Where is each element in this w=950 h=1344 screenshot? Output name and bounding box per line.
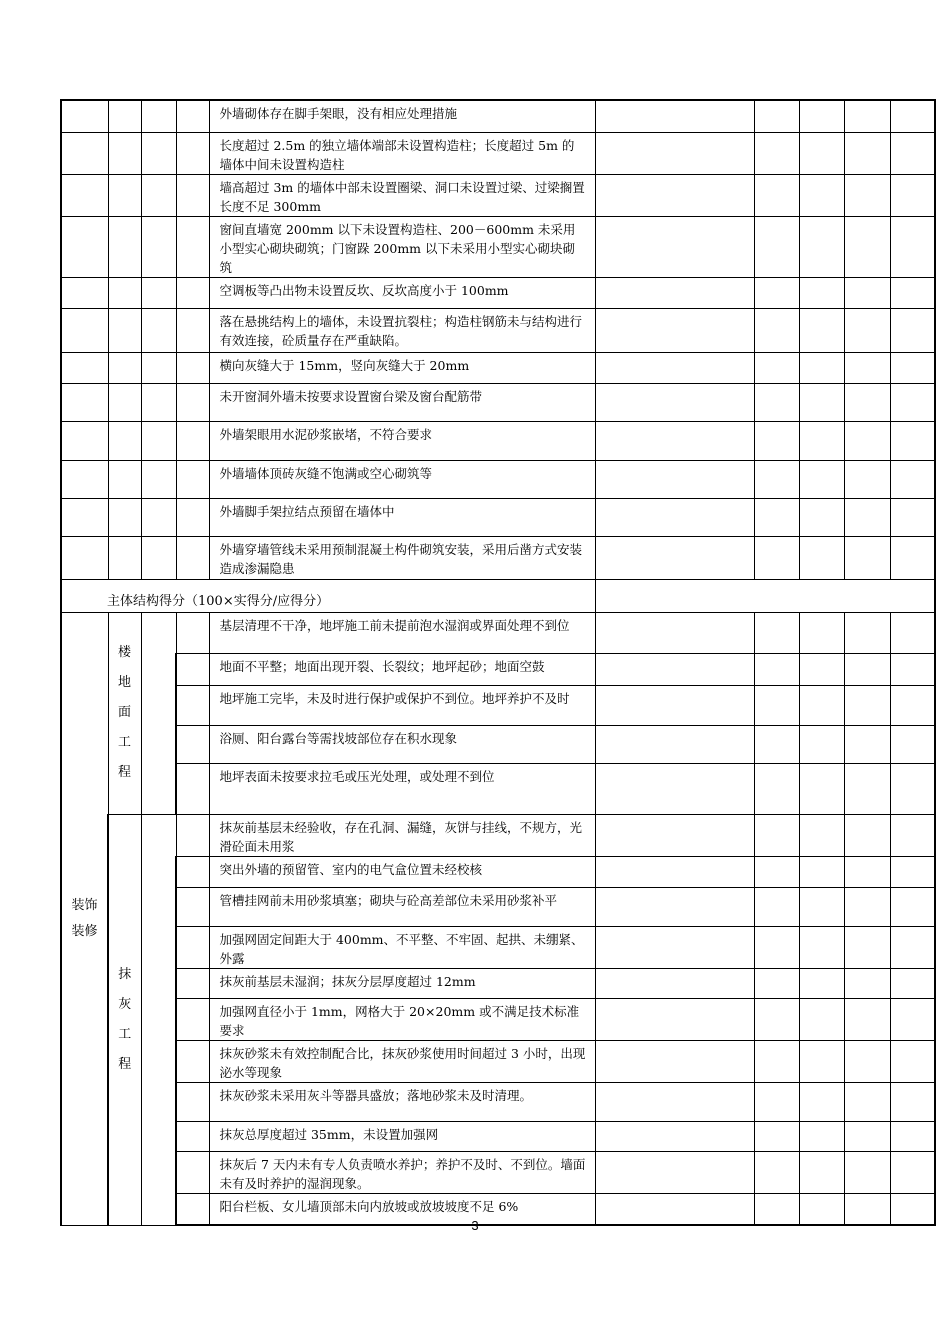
score-cell — [890, 725, 935, 763]
structure-blank-cell — [141, 460, 176, 498]
remark-cell — [595, 352, 754, 383]
item-description: 外墙穿墙管线未采用预制混凝土构件砌筑安装，采用后凿方式安装造成渗漏隐患 — [209, 536, 595, 579]
remark-cell — [595, 132, 754, 174]
table-row — [61, 498, 935, 536]
score-cell — [754, 308, 799, 352]
score-cell — [754, 763, 799, 814]
score-cell — [799, 725, 844, 763]
remark-cell — [595, 536, 754, 579]
score-cell — [799, 352, 844, 383]
remark-cell — [595, 277, 754, 308]
structure-blank-cell — [176, 100, 209, 132]
score-cell — [799, 968, 844, 998]
score-cell — [799, 1151, 844, 1193]
item-description: 阳台栏板、女儿墙顶部未向内放坡或放坡坡度不足 6% — [209, 1193, 595, 1225]
item-description: 外墙架眼用水泥砂浆嵌堵，不符合要求 — [209, 421, 595, 460]
score-cell — [754, 216, 799, 277]
floor-blank-cell — [176, 653, 209, 685]
structure-blank-cell — [141, 308, 176, 352]
score-cell — [890, 498, 935, 536]
score-cell — [799, 308, 844, 352]
structure-blank-cell — [176, 536, 209, 579]
score-cell — [890, 132, 935, 174]
structure-blank-cell — [176, 498, 209, 536]
score-cell — [754, 998, 799, 1040]
score-cell — [754, 814, 799, 856]
score-cell — [890, 814, 935, 856]
floor-blank-cell — [176, 685, 209, 725]
score-cell — [799, 612, 844, 653]
structure-blank-cell — [176, 132, 209, 174]
structure-blank-cell — [61, 383, 108, 421]
item-description: 外墙墙体顶砖灰缝不饱满或空心砌筑等 — [209, 460, 595, 498]
score-cell — [844, 308, 890, 352]
floor-category-char: 地 — [117, 675, 131, 690]
score-cell — [754, 612, 799, 653]
score-cell — [844, 926, 890, 968]
structure-blank-cell — [176, 383, 209, 421]
score-cell — [754, 725, 799, 763]
plaster-category-char: 工 — [118, 1026, 132, 1042]
score-cell — [799, 1082, 844, 1121]
decoration-category-char: 装饰 — [71, 897, 98, 913]
table-row — [61, 174, 935, 216]
plaster-blank-cell — [176, 856, 209, 887]
table-row — [61, 1082, 935, 1121]
score-cell — [890, 536, 935, 579]
remark-cell — [595, 1151, 754, 1193]
floor-category-char: 面 — [117, 705, 131, 720]
score-cell — [890, 421, 935, 460]
structure-blank-cell — [108, 352, 141, 383]
plaster-blank-cell — [176, 1121, 209, 1151]
item-description: 抹灰砂浆未采用灰斗等器具盛放；落地砂浆未及时清理。 — [209, 1082, 595, 1121]
score-cell — [890, 1121, 935, 1151]
table-row — [61, 856, 935, 887]
plaster-blank-cell — [176, 887, 209, 926]
score-cell — [799, 132, 844, 174]
score-cell — [799, 100, 844, 132]
floor-blank-cell — [176, 612, 209, 653]
score-cell — [844, 100, 890, 132]
table-row — [61, 612, 935, 653]
remark-cell — [595, 1082, 754, 1121]
floor-category — [108, 612, 141, 814]
score-cell — [890, 998, 935, 1040]
structure-blank-cell — [61, 460, 108, 498]
score-cell — [890, 685, 935, 725]
decoration-category-char: 装修 — [71, 923, 98, 939]
remark-cell — [595, 1121, 754, 1151]
table-row — [61, 1151, 935, 1193]
remark-cell — [595, 685, 754, 725]
table-row — [61, 998, 935, 1040]
item-description: 外墙砌体存在脚手架眼，没有相应处理措施 — [209, 100, 595, 132]
score-cell — [754, 653, 799, 685]
score-cell — [844, 612, 890, 653]
structure-blank-cell — [176, 460, 209, 498]
decoration-category — [61, 612, 108, 1225]
plaster-sub-cell — [141, 814, 176, 1225]
score-cell — [890, 856, 935, 887]
plaster-blank-cell — [176, 1040, 209, 1082]
score-cell — [890, 308, 935, 352]
plaster-category-char: 程 — [118, 1056, 132, 1072]
structure-blank-cell — [141, 352, 176, 383]
structure-blank-cell — [141, 498, 176, 536]
item-description: 长度超过 2.5m 的独立墙体端部未设置构造柱；长度超过 5m 的墙体中间未设置构造柱 — [209, 132, 595, 174]
score-cell — [844, 460, 890, 498]
score-cell — [890, 1151, 935, 1193]
score-cell — [890, 100, 935, 132]
remark-cell — [595, 1040, 754, 1082]
remark-cell — [595, 216, 754, 277]
score-cell — [844, 1040, 890, 1082]
table-row — [61, 887, 935, 926]
score-cell — [754, 460, 799, 498]
score-cell — [844, 814, 890, 856]
structure-blank-cell — [108, 100, 141, 132]
score-cell — [799, 1121, 844, 1151]
item-description: 窗间直墙宽 200mm 以下未设置构造柱、200－600mm 未采用小型实心砌块砌筑；门窗跺 200mm 以下未采用小型实心砌块砌筑 — [209, 216, 595, 277]
table-row — [61, 814, 935, 856]
score-cell — [844, 277, 890, 308]
item-description: 突出外墙的预留管、室内的电气盒位置未经校核 — [209, 856, 595, 887]
floor-category-char: 楼 — [117, 645, 131, 660]
score-cell — [799, 498, 844, 536]
table-row — [61, 100, 935, 132]
score-cell — [799, 460, 844, 498]
structure-blank-cell — [61, 277, 108, 308]
summary-row — [61, 579, 935, 612]
score-cell — [754, 1082, 799, 1121]
structure-blank-cell — [108, 308, 141, 352]
item-description: 空调板等凸出物未设置反坎、反坎高度小于 100mm — [209, 277, 595, 308]
table-row — [61, 277, 935, 308]
item-description: 墙高超过 3m 的墙体中部未设置圈梁、洞口未设置过梁、过梁搁置长度不足 300mm — [209, 174, 595, 216]
structure-blank-cell — [141, 536, 176, 579]
score-cell — [890, 1082, 935, 1121]
score-cell — [799, 536, 844, 579]
score-cell — [799, 814, 844, 856]
table-row — [61, 308, 935, 352]
score-cell — [754, 1040, 799, 1082]
score-cell — [754, 421, 799, 460]
remark-cell — [595, 460, 754, 498]
item-description: 基层清理不干净，地坪施工前未提前泡水湿润或界面处理不到位 — [209, 612, 595, 653]
structure-blank-cell — [61, 174, 108, 216]
score-cell — [844, 1082, 890, 1121]
table-row — [61, 1121, 935, 1151]
item-description: 落在悬挑结构上的墙体，未设置抗裂柱；构造柱钢筋未与结构进行有效连接，砼质量存在严重缺陷。 — [209, 308, 595, 352]
table-row — [61, 536, 935, 579]
score-cell — [890, 277, 935, 308]
structure-blank-cell — [61, 536, 108, 579]
score-cell — [844, 132, 890, 174]
remark-cell — [595, 926, 754, 968]
structure-blank-cell — [61, 100, 108, 132]
table-row — [61, 968, 935, 998]
table-row — [61, 421, 935, 460]
item-description: 抹灰前基层未湿润；抹灰分层厚度超过 12mm — [209, 968, 595, 998]
score-cell — [754, 100, 799, 132]
score-cell — [890, 383, 935, 421]
score-cell — [844, 856, 890, 887]
inspection-table — [60, 99, 936, 1226]
score-cell — [844, 998, 890, 1040]
score-cell — [799, 685, 844, 725]
plaster-blank-cell — [176, 814, 209, 856]
score-cell — [754, 536, 799, 579]
score-cell — [754, 856, 799, 887]
item-description: 外墙脚手架拉结点预留在墙体中 — [209, 498, 595, 536]
score-cell — [890, 216, 935, 277]
floor-blank-cell — [176, 725, 209, 763]
structure-blank-cell — [176, 421, 209, 460]
item-description: 地面不平整；地面出现开裂、长裂纹；地坪起砂；地面空鼓 — [209, 653, 595, 685]
score-cell — [754, 174, 799, 216]
score-cell — [799, 277, 844, 308]
structure-blank-cell — [141, 383, 176, 421]
structure-blank-cell — [176, 174, 209, 216]
score-cell — [799, 216, 844, 277]
table-row — [61, 460, 935, 498]
score-cell — [799, 998, 844, 1040]
score-cell — [799, 926, 844, 968]
summary-label: 主体结构得分（100×实得分/应得分） — [61, 579, 595, 612]
score-cell — [754, 498, 799, 536]
structure-blank-cell — [108, 460, 141, 498]
remark-cell — [595, 100, 754, 132]
remark-cell — [595, 763, 754, 814]
item-description: 抹灰后 7 天内未有专人负责喷水养护；养护不及时、不到位。墙面未有及时养护的湿润现象。 — [209, 1151, 595, 1193]
score-cell — [799, 421, 844, 460]
score-cell — [799, 763, 844, 814]
plaster-blank-cell — [176, 998, 209, 1040]
plaster-blank-cell — [176, 1151, 209, 1193]
floor-category-char: 程 — [117, 765, 131, 780]
score-cell — [890, 460, 935, 498]
plaster-blank-cell — [176, 968, 209, 998]
score-cell — [844, 763, 890, 814]
structure-blank-cell — [61, 308, 108, 352]
plaster-category-char: 灰 — [118, 996, 132, 1012]
score-cell — [754, 132, 799, 174]
score-cell — [799, 1040, 844, 1082]
score-cell — [844, 536, 890, 579]
structure-blank-cell — [108, 383, 141, 421]
structure-blank-cell — [176, 352, 209, 383]
plaster-category-char: 抹 — [118, 966, 132, 982]
score-cell — [844, 725, 890, 763]
score-cell — [754, 352, 799, 383]
structure-blank-cell — [61, 132, 108, 174]
structure-blank-cell — [108, 498, 141, 536]
structure-blank-cell — [176, 216, 209, 277]
score-cell — [844, 216, 890, 277]
score-cell — [754, 926, 799, 968]
structure-blank-cell — [141, 132, 176, 174]
score-cell — [890, 174, 935, 216]
score-cell — [844, 653, 890, 685]
score-cell — [890, 612, 935, 653]
floor-blank-cell — [176, 763, 209, 814]
item-description: 抹灰砂浆未有效控制配合比，抹灰砂浆使用时间超过 3 小时，出现泌水等现象 — [209, 1040, 595, 1082]
remark-cell — [595, 383, 754, 421]
structure-blank-cell — [141, 277, 176, 308]
score-cell — [799, 383, 844, 421]
table-row — [61, 1040, 935, 1082]
score-cell — [844, 174, 890, 216]
table-row — [61, 132, 935, 174]
score-cell — [754, 277, 799, 308]
structure-blank-cell — [141, 216, 176, 277]
structure-blank-cell — [141, 174, 176, 216]
structure-blank-cell — [61, 352, 108, 383]
remark-cell — [595, 998, 754, 1040]
score-cell — [754, 1121, 799, 1151]
item-description: 横向灰缝大于 15mm，竖向灰缝大于 20mm — [209, 352, 595, 383]
score-cell — [799, 856, 844, 887]
score-cell — [754, 685, 799, 725]
score-cell — [890, 887, 935, 926]
score-cell — [799, 653, 844, 685]
table-row — [61, 352, 935, 383]
score-cell — [754, 1151, 799, 1193]
score-cell — [890, 653, 935, 685]
structure-blank-cell — [108, 132, 141, 174]
table-row — [61, 725, 935, 763]
structure-blank-cell — [61, 216, 108, 277]
score-cell — [844, 498, 890, 536]
plaster-blank-cell — [176, 1082, 209, 1121]
remark-cell — [595, 421, 754, 460]
table-row — [61, 216, 935, 277]
item-description: 地坪施工完毕，未及时进行保护或保护不到位。地坪养护不及时 — [209, 685, 595, 725]
remark-cell — [595, 498, 754, 536]
remark-cell — [595, 887, 754, 926]
remark-cell — [595, 814, 754, 856]
item-description: 抹灰总厚度超过 35mm，未设置加强网 — [209, 1121, 595, 1151]
item-description: 浴厕、阳台露台等需找坡部位存在积水现象 — [209, 725, 595, 763]
score-cell — [890, 763, 935, 814]
floor-category-char: 工 — [117, 735, 131, 750]
score-cell — [844, 1121, 890, 1151]
structure-blank-cell — [176, 277, 209, 308]
item-description: 管槽挂网前未用砂浆填塞；砌块与砼高差部位未采用砂浆补平 — [209, 887, 595, 926]
item-description: 加强网直径小于 1mm，网格大于 20×20mm 或不满足技术标准要求 — [209, 998, 595, 1040]
remark-cell — [595, 856, 754, 887]
page-number: 3 — [471, 1218, 479, 1233]
remark-cell — [595, 308, 754, 352]
structure-blank-cell — [141, 421, 176, 460]
score-cell — [799, 887, 844, 926]
table-row — [61, 685, 935, 725]
structure-blank-cell — [61, 421, 108, 460]
score-cell — [890, 968, 935, 998]
table-row — [61, 763, 935, 814]
score-cell — [799, 174, 844, 216]
score-cell — [844, 352, 890, 383]
summary-score-cell — [595, 579, 935, 612]
remark-cell — [595, 968, 754, 998]
structure-blank-cell — [108, 277, 141, 308]
score-cell — [844, 383, 890, 421]
structure-blank-cell — [108, 174, 141, 216]
score-cell — [844, 421, 890, 460]
remark-cell — [595, 653, 754, 685]
item-description: 加强网固定间距大于 400mm、不平整、不牢固、起拱、未绷紧、外露 — [209, 926, 595, 968]
table-row — [61, 926, 935, 968]
score-cell — [754, 887, 799, 926]
plaster-category — [108, 814, 141, 1225]
score-cell — [844, 887, 890, 926]
score-cell — [754, 383, 799, 421]
plaster-blank-cell — [176, 926, 209, 968]
item-description: 未开窗洞外墙未按要求设置窗台梁及窗台配筋带 — [209, 383, 595, 421]
structure-blank-cell — [176, 308, 209, 352]
score-cell — [844, 968, 890, 998]
score-cell — [890, 926, 935, 968]
structure-blank-cell — [141, 100, 176, 132]
remark-cell — [595, 174, 754, 216]
score-cell — [844, 685, 890, 725]
remark-cell — [595, 612, 754, 653]
score-cell — [890, 352, 935, 383]
remark-cell — [595, 725, 754, 763]
structure-blank-cell — [61, 498, 108, 536]
structure-blank-cell — [108, 421, 141, 460]
table-row — [61, 383, 935, 421]
score-cell — [844, 1151, 890, 1193]
item-description: 抹灰前基层未经验收，存在孔洞、漏缝，灰饼与挂线，不规方，光滑砼面未用浆 — [209, 814, 595, 856]
structure-blank-cell — [108, 536, 141, 579]
table-row — [61, 653, 935, 685]
score-cell — [890, 1040, 935, 1082]
floor-sub-cell — [141, 612, 176, 814]
item-description: 地坪表面未按要求拉毛或压光处理，或处理不到位 — [209, 763, 595, 814]
score-cell — [754, 968, 799, 998]
structure-blank-cell — [108, 216, 141, 277]
